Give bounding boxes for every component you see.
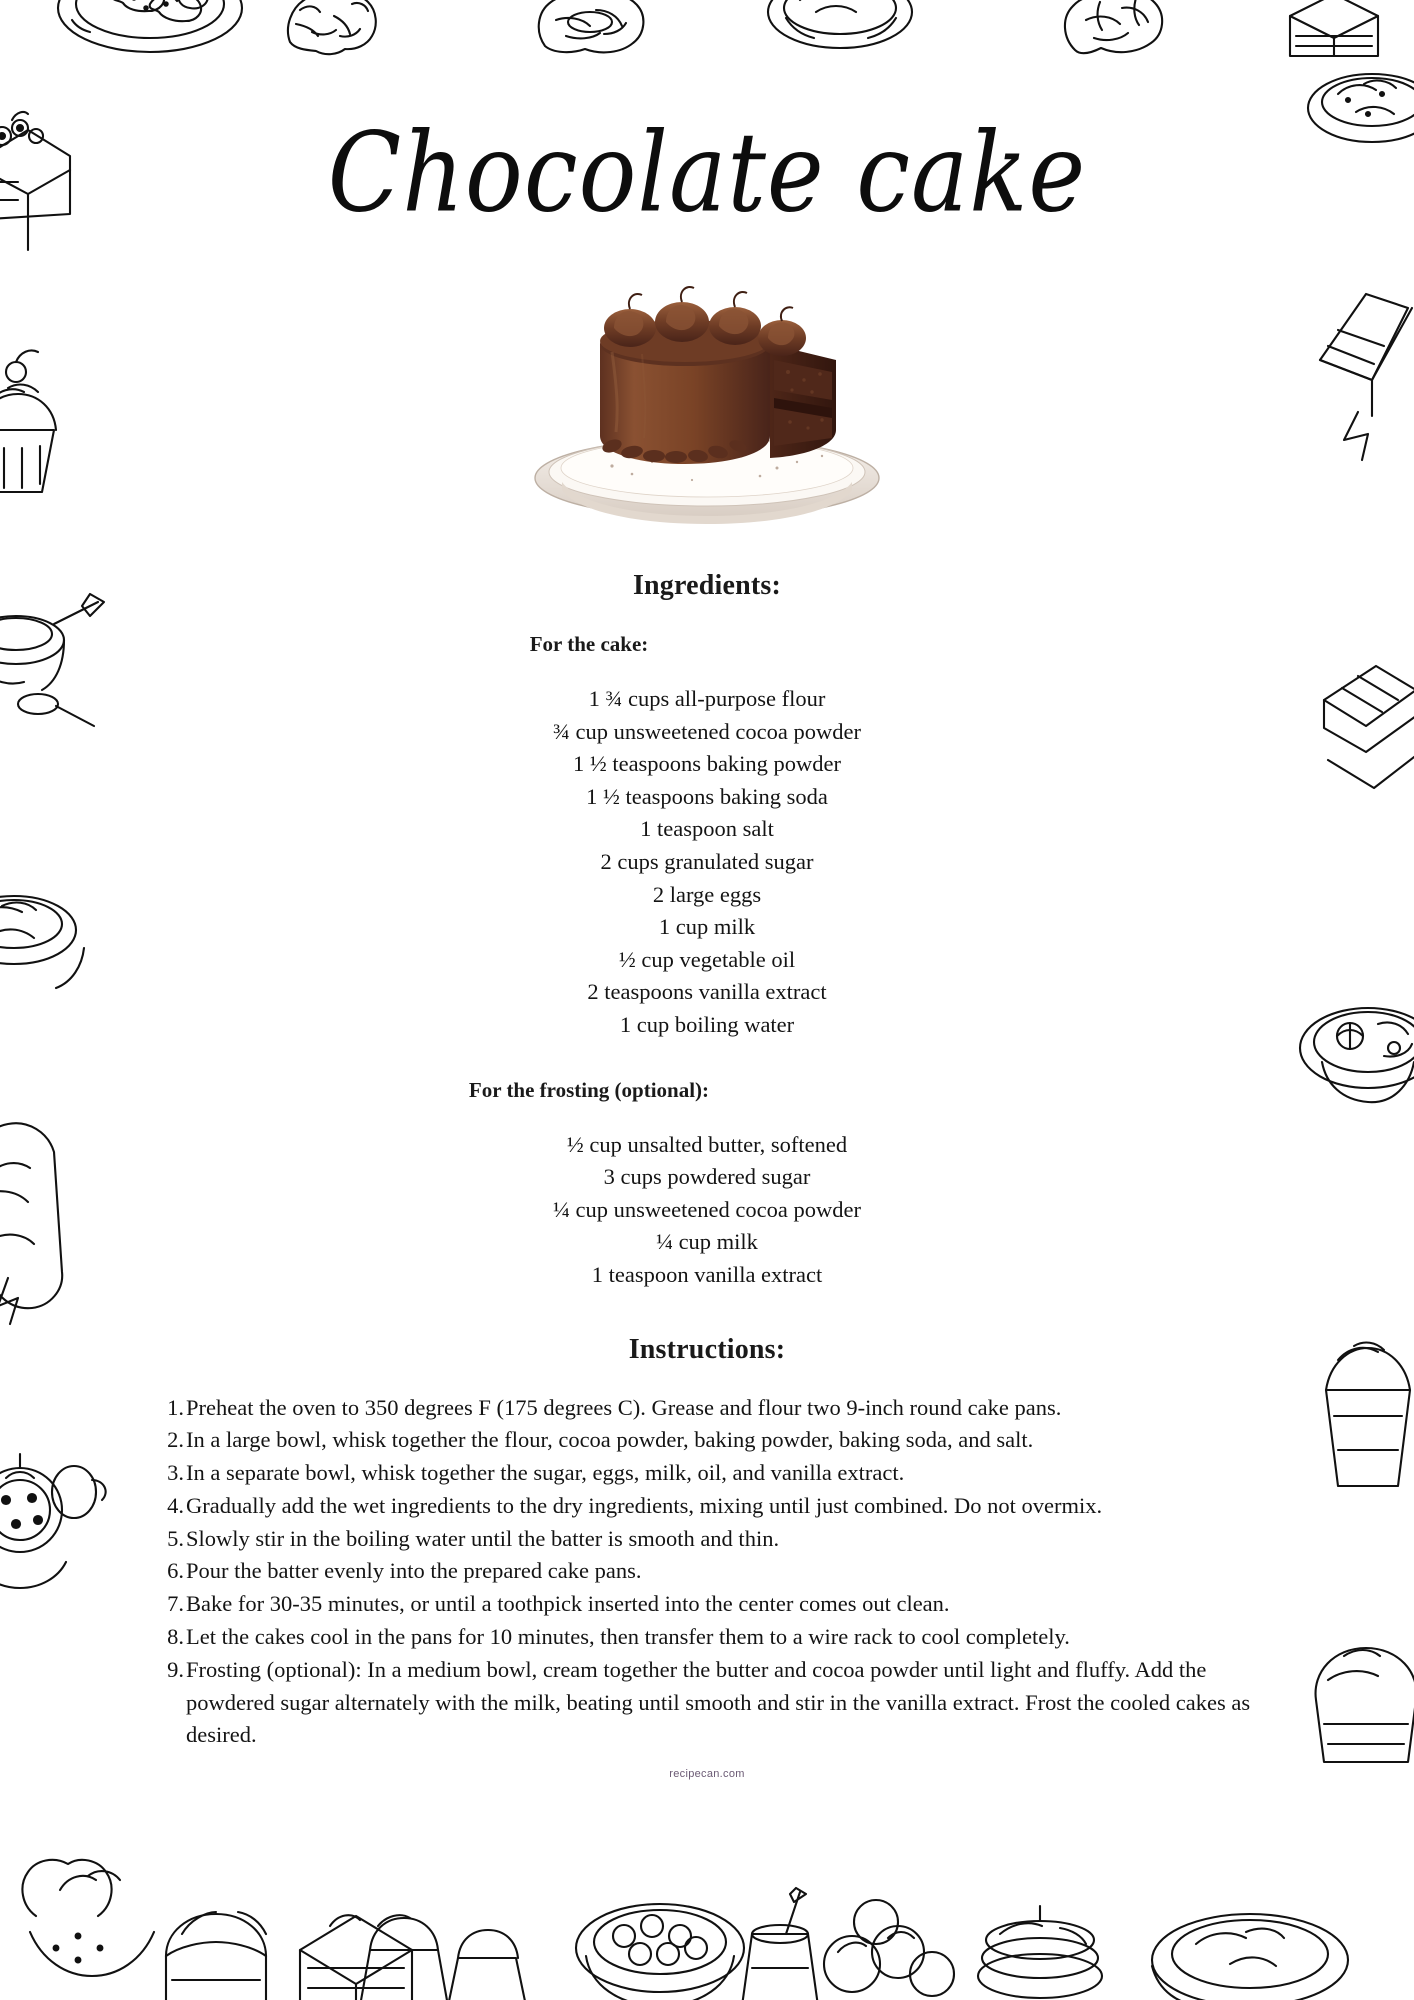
ingredient-item: ½ cup unsalted butter, softened <box>566 1131 848 1157</box>
ingredient-item: 2 large eggs <box>652 881 762 907</box>
doodle-burrito-wrap <box>0 1123 62 1324</box>
instruction-step: In a large bowl, whisk together the flour, cocoa powder, baking powder, baking soda, and salt. <box>186 1427 1034 1453</box>
instruction-list <box>146 1392 1268 1753</box>
instruction-step: Frosting (optional): In a medium bowl, cream together the butter and cocoa powder until light and fluffy. Add the powdered sugar alternately with the milk, beating until smooth and stir in the vanilla extract. Frost the cooled cakes as desired. <box>186 1656 1251 1748</box>
ingredient-item: 1 cup milk <box>658 914 756 940</box>
doodle-cream-puffs <box>824 1900 954 1996</box>
doodle-tart-platter <box>1152 1914 1348 2000</box>
doodle-band-left <box>0 100 116 1860</box>
doodle-berry-bowl <box>576 1904 744 2000</box>
ingredient-item: 1 ½ teaspoons baking powder <box>572 751 842 777</box>
page-title: Chocolate cake <box>327 108 1087 237</box>
ingredient-list-frosting <box>137 1129 1277 1292</box>
ingredient-item: 1 teaspoon vanilla extract <box>591 1261 823 1287</box>
doodle-ice-cream-cup <box>1326 1343 1410 1486</box>
ingredient-item: 1 teaspoon salt <box>640 816 774 842</box>
ingredient-item: ¼ cup milk <box>656 1229 758 1255</box>
ingredient-item: 2 cups granulated sugar <box>600 848 814 874</box>
instruction-step: Pour the batter evenly into the prepared cake pans. <box>186 1558 642 1584</box>
doodle-saucepan-utensils <box>0 594 104 726</box>
ingredients-subheading-frosting: For the frosting (optional): <box>468 1077 710 1102</box>
ingredient-item: 1 ¾ cups all-purpose flour <box>588 686 826 711</box>
doodle-wrapped-sandwich <box>1320 294 1412 460</box>
instruction-step: Preheat the oven to 350 degrees F (175 degrees C). Grease and flour two 9-inch round cake pans. <box>186 1394 1062 1420</box>
doodle-pancake-stack <box>978 1906 1102 1998</box>
ingredient-item: 2 teaspoons vanilla extract <box>587 979 827 1005</box>
recipe-content <box>137 0 1277 1780</box>
ingredient-item: ½ cup vegetable oil <box>618 946 796 972</box>
site-watermark: recipecan.com <box>669 1768 745 1781</box>
doodle-band-bottom <box>0 1856 1414 2000</box>
instruction-step: Gradually add the wet ingredients to the dry ingredients, mixing until just combined. Do not overmix. <box>186 1492 1103 1518</box>
ingredient-item: 3 cups powdered sugar <box>603 1164 811 1190</box>
instruction-step: In a separate bowl, whisk together the sugar, eggs, milk, oil, and vanilla extract. <box>186 1460 905 1486</box>
doodle-bread-loaf <box>1316 1648 1414 1762</box>
doodle-butter-sticks <box>1324 666 1414 788</box>
doodle-cake-slice-berries <box>0 112 70 250</box>
doodle-layered-slice-top <box>1290 0 1378 56</box>
doodle-band-right <box>1298 60 1414 1860</box>
doodle-strawberry-plant <box>22 1860 154 1976</box>
instruction-step: Let the cakes cool in the pans for 10 minutes, then transfer them to a wire rack to cool completely. <box>186 1624 1070 1650</box>
doodle-cupcake-cherry <box>0 350 56 492</box>
ingredient-item: ¼ cup unsweetened cocoa powder <box>552 1196 861 1222</box>
hero-cake-image <box>492 256 922 524</box>
instructions-heading: Instructions: <box>628 1333 786 1365</box>
doodle-soup-bowl <box>0 896 84 988</box>
ingredients-heading: Ingredients: <box>632 570 782 601</box>
ingredient-list-cake <box>137 683 1277 1042</box>
chocolate-cake-illustration <box>492 256 922 524</box>
doodle-fried-platter <box>1308 74 1414 142</box>
doodle-drink-cup <box>742 1888 818 2000</box>
ingredient-item: 1 ½ teaspoons baking soda <box>586 783 828 809</box>
doodle-teapot-cups <box>0 1454 106 1588</box>
ingredients-subheading-cake: For the cake: <box>529 632 649 656</box>
ingredient-item: ¾ cup unsweetened cocoa powder <box>552 718 861 744</box>
doodle-ramen-bowl <box>1300 1008 1414 1102</box>
doodle-muffins-pair <box>360 1915 526 2000</box>
instruction-step: Bake for 30-35 minutes, or until a toothpick inserted into the center comes out clean. <box>186 1591 950 1617</box>
instruction-step: Slowly stir in the boiling water until the batter is smooth and thin. <box>186 1525 780 1551</box>
doodle-layer-cake-slice-bottom <box>300 1915 412 2000</box>
ingredient-item: 1 cup boiling water <box>619 1011 795 1037</box>
doodle-bundt-cake <box>166 1912 266 2000</box>
